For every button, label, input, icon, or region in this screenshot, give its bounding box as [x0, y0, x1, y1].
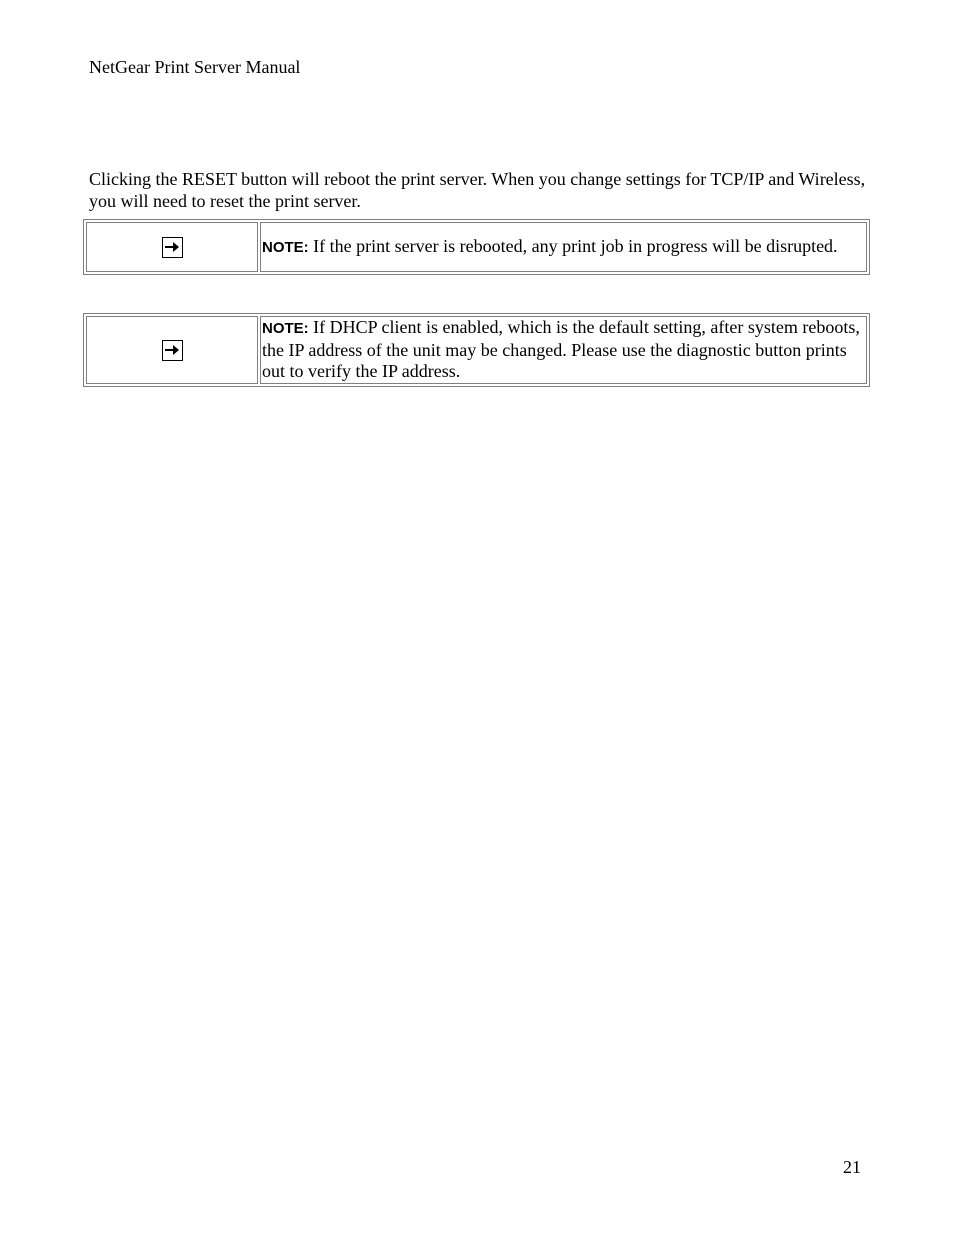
note-box — [83, 219, 870, 275]
note-label: NOTE: — [262, 238, 309, 256]
page-header: NetGear Print Server Manual — [89, 57, 301, 77]
note-box — [83, 313, 870, 387]
page-number: 21 — [843, 1157, 861, 1177]
note-label: NOTE: — [262, 320, 309, 337]
note-icon-cell — [86, 316, 258, 384]
note-text-cell — [260, 222, 867, 272]
note-text: If the print server is rebooted, any print job in progress will be disrupted. — [308, 235, 838, 256]
note-icon-cell — [86, 222, 258, 272]
intro-paragraph: Clicking the RESET button will reboot the print server. When you change settings for TCP/IP and Wireless, you will need to reset the print server. — [89, 169, 866, 211]
note-text: If DHCP client is enabled, which is the default setting, after system reboots, the IP address of the unit may be changed. Please use the diagnostic button prints out to verify the IP address. — [262, 317, 860, 381]
right-arrow-icon — [162, 237, 183, 258]
right-arrow-icon — [162, 340, 183, 361]
note-text-cell — [260, 316, 867, 384]
